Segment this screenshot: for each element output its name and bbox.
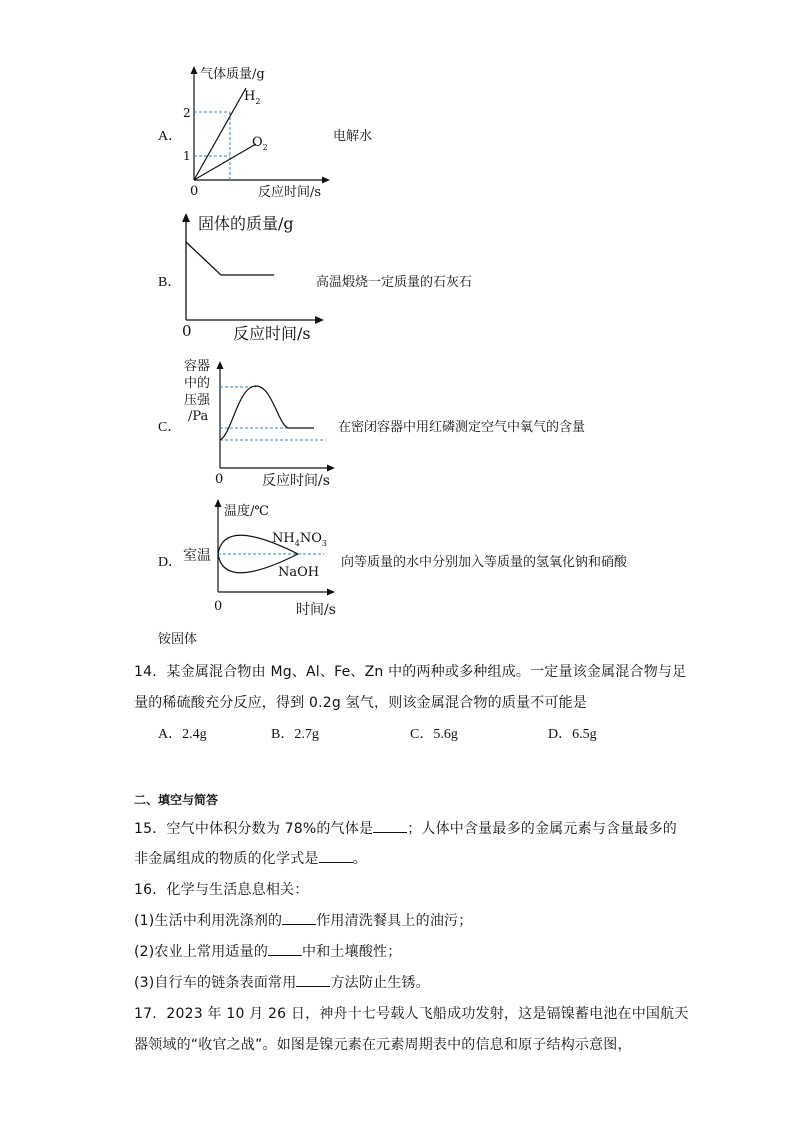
q15-text-d: 。 xyxy=(352,851,367,867)
graph-d-xlabel: 时间/s xyxy=(296,602,336,618)
y-axis-arrow xyxy=(215,499,222,507)
q16-item-2 xyxy=(134,941,401,961)
option-d-label: D． xyxy=(158,555,183,570)
option-d-desc: 向等质量的水中分别加入等质量的氢氧化钠和硝酸 xyxy=(341,555,628,570)
q16-item-1-text-b: 作用清洗餐具上的油污； xyxy=(316,913,473,929)
q16-item-3-text-b: 方法防止生锈。 xyxy=(330,975,430,991)
naoh-label: NaOH xyxy=(278,565,320,580)
q16-blank-1[interactable] xyxy=(282,912,316,925)
y-axis-arrow xyxy=(217,361,224,369)
graph-c-ylabel-2: 中的 xyxy=(184,376,211,391)
pressure-curve xyxy=(220,386,314,440)
graph-a-xlabel: 反应时间/s xyxy=(258,185,322,200)
tick-2: 2 xyxy=(183,106,191,120)
graph-d-origin: 0 xyxy=(214,599,223,614)
option-b-label: B． xyxy=(158,275,182,290)
q14-choice-b: B．2.7g xyxy=(271,727,319,742)
q16-item-2-text-a: (2)农业上常用适量的 xyxy=(134,944,269,960)
y-axis-arrow xyxy=(191,66,198,74)
graph-d-ylabel: 温度/℃ xyxy=(224,504,269,519)
option-b-desc: 高温煅烧一定质量的石灰石 xyxy=(316,275,473,290)
q16-title: 16．化学与生活息息相关： xyxy=(134,882,309,898)
h2-line xyxy=(194,88,246,180)
x-axis-arrow xyxy=(327,589,335,596)
h2-label: $H_2$ xyxy=(244,89,261,106)
graph-c-xlabel: 反应时间/s xyxy=(262,473,330,489)
solid-mass-line xyxy=(186,242,274,275)
option-c-label: C． xyxy=(158,420,182,435)
q15-line-2 xyxy=(134,848,367,868)
option-d-desc-continued: 铵固体 xyxy=(158,632,198,647)
q15-text-c: 非金属组成的物质的化学式是 xyxy=(134,851,319,867)
graph-b-xlabel: 反应时间/s xyxy=(233,324,311,343)
graph-c-origin: 0 xyxy=(215,472,224,487)
graph-b-ylabel: 固体的质量/g xyxy=(198,214,294,233)
q17-line-2: 器领域的“收官之战”。如图是镍元素在元素周期表中的信息和原子结构示意图， xyxy=(134,1037,632,1053)
graph-a-ylabel: 气体质量/g xyxy=(200,67,265,82)
graph-b-origin: 0 xyxy=(182,322,192,340)
option-a-desc: 电解水 xyxy=(333,129,373,144)
q16-item-1-text-a: (1)生活中利用洗涤剂的 xyxy=(134,913,283,929)
graph-c-ylabel-4: /Pa xyxy=(188,409,209,424)
q17-line-1: 17．2023 年 10 月 26 日，神舟十七号载人飞船成功发射，这是镉镍蓄电池在中国航天 xyxy=(134,1006,689,1022)
q14-choice-c: C．5.6g xyxy=(410,727,458,742)
room-temp-label: 室温 xyxy=(183,548,211,564)
tick-1: 1 xyxy=(183,149,191,163)
graph-d xyxy=(180,494,345,624)
x-axis-arrow xyxy=(327,465,335,472)
graph-c xyxy=(180,354,350,494)
q16-item-3 xyxy=(134,972,430,992)
q15-line-1 xyxy=(134,818,677,838)
nh4no3-label: $NH_4NO_3$ xyxy=(272,531,327,548)
graph-c-ylabel-3: 压强 xyxy=(184,393,211,408)
y-axis-arrow xyxy=(182,213,190,222)
option-a-label: A． xyxy=(158,129,183,144)
q16-blank-3[interactable] xyxy=(296,974,330,987)
q15-text-a: 15．空气中体积分数为 78%的气体是 xyxy=(134,821,374,837)
graph-a xyxy=(180,62,340,202)
q16-item-2-text-b: 中和土壤酸性； xyxy=(302,944,402,960)
x-axis-arrow xyxy=(315,316,324,324)
q14-choice-a: A．2.4g xyxy=(158,727,207,742)
q15-text-b: ；人体中含量最多的金属元素与含量最多的 xyxy=(407,821,677,837)
x-axis-arrow xyxy=(322,177,330,184)
q15-blank-1[interactable] xyxy=(373,820,407,833)
o2-label: $O_2$ xyxy=(252,135,268,152)
option-c-desc: 在密闭容器中用红磷测定空气中氧气的含量 xyxy=(338,420,586,435)
section-2-heading: 二、填空与简答 xyxy=(134,793,219,807)
graph-b xyxy=(176,208,336,348)
graph-a-origin: 0 xyxy=(190,184,199,199)
o2-line xyxy=(194,144,256,180)
q16-item-1 xyxy=(134,910,472,930)
q16-blank-2[interactable] xyxy=(268,943,302,956)
graph-c-ylabel-1: 容器 xyxy=(184,359,211,374)
q15-blank-2[interactable] xyxy=(319,850,353,863)
q14-line-1: 14．某金属混合物由 Mg、Al、Fe、Zn 中的两种或多种组成。一定量该金属混合物与足 xyxy=(134,664,687,680)
q16-item-3-text-a: (3)自行车的链条表面常用 xyxy=(134,975,297,991)
q14-choice-d: D．6.5g xyxy=(548,727,597,742)
q14-line-2: 量的稀硫酸充分反应，得到 0.2g 氢气，则该金属混合物的质量不可能是 xyxy=(134,695,588,711)
